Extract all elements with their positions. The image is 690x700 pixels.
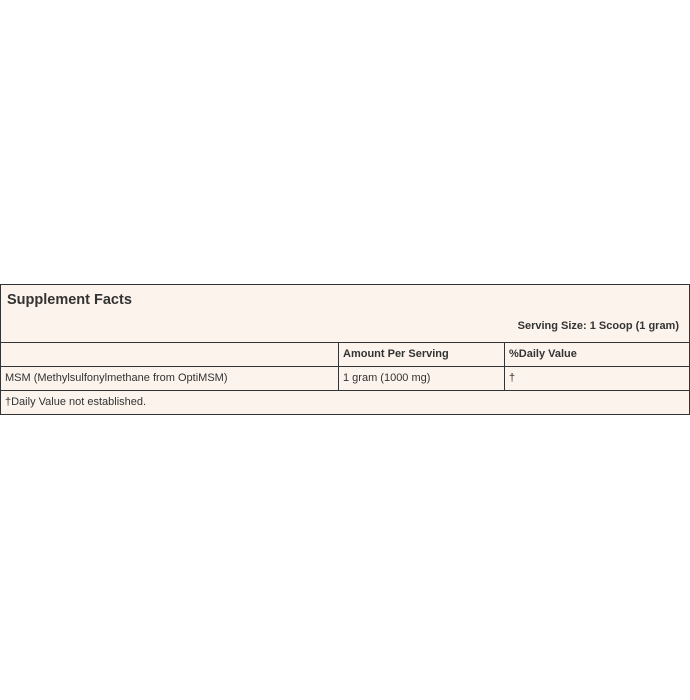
column-header-row [1, 343, 689, 367]
column-header-daily-value: %Daily Value [509, 348, 577, 360]
facts-title: Supplement Facts [7, 292, 132, 308]
ingredient-daily-value: † [509, 372, 516, 384]
ingredient-amount: 1 gram (1000 mg) [339, 367, 505, 390]
serving-size: Serving Size: 1 Scoop (1 gram) [517, 320, 679, 332]
footnote-row [1, 391, 689, 414]
column-header-amount: Amount Per Serving [339, 343, 505, 366]
footnote: †Daily Value not established. [5, 396, 147, 408]
facts-header [1, 285, 689, 343]
ingredient-name: MSM (Methylsulfonylmethane from OptiMSM) [1, 367, 339, 390]
column-header-ingredient [1, 343, 339, 366]
table-row [1, 367, 689, 391]
supplement-facts-panel [0, 284, 690, 415]
